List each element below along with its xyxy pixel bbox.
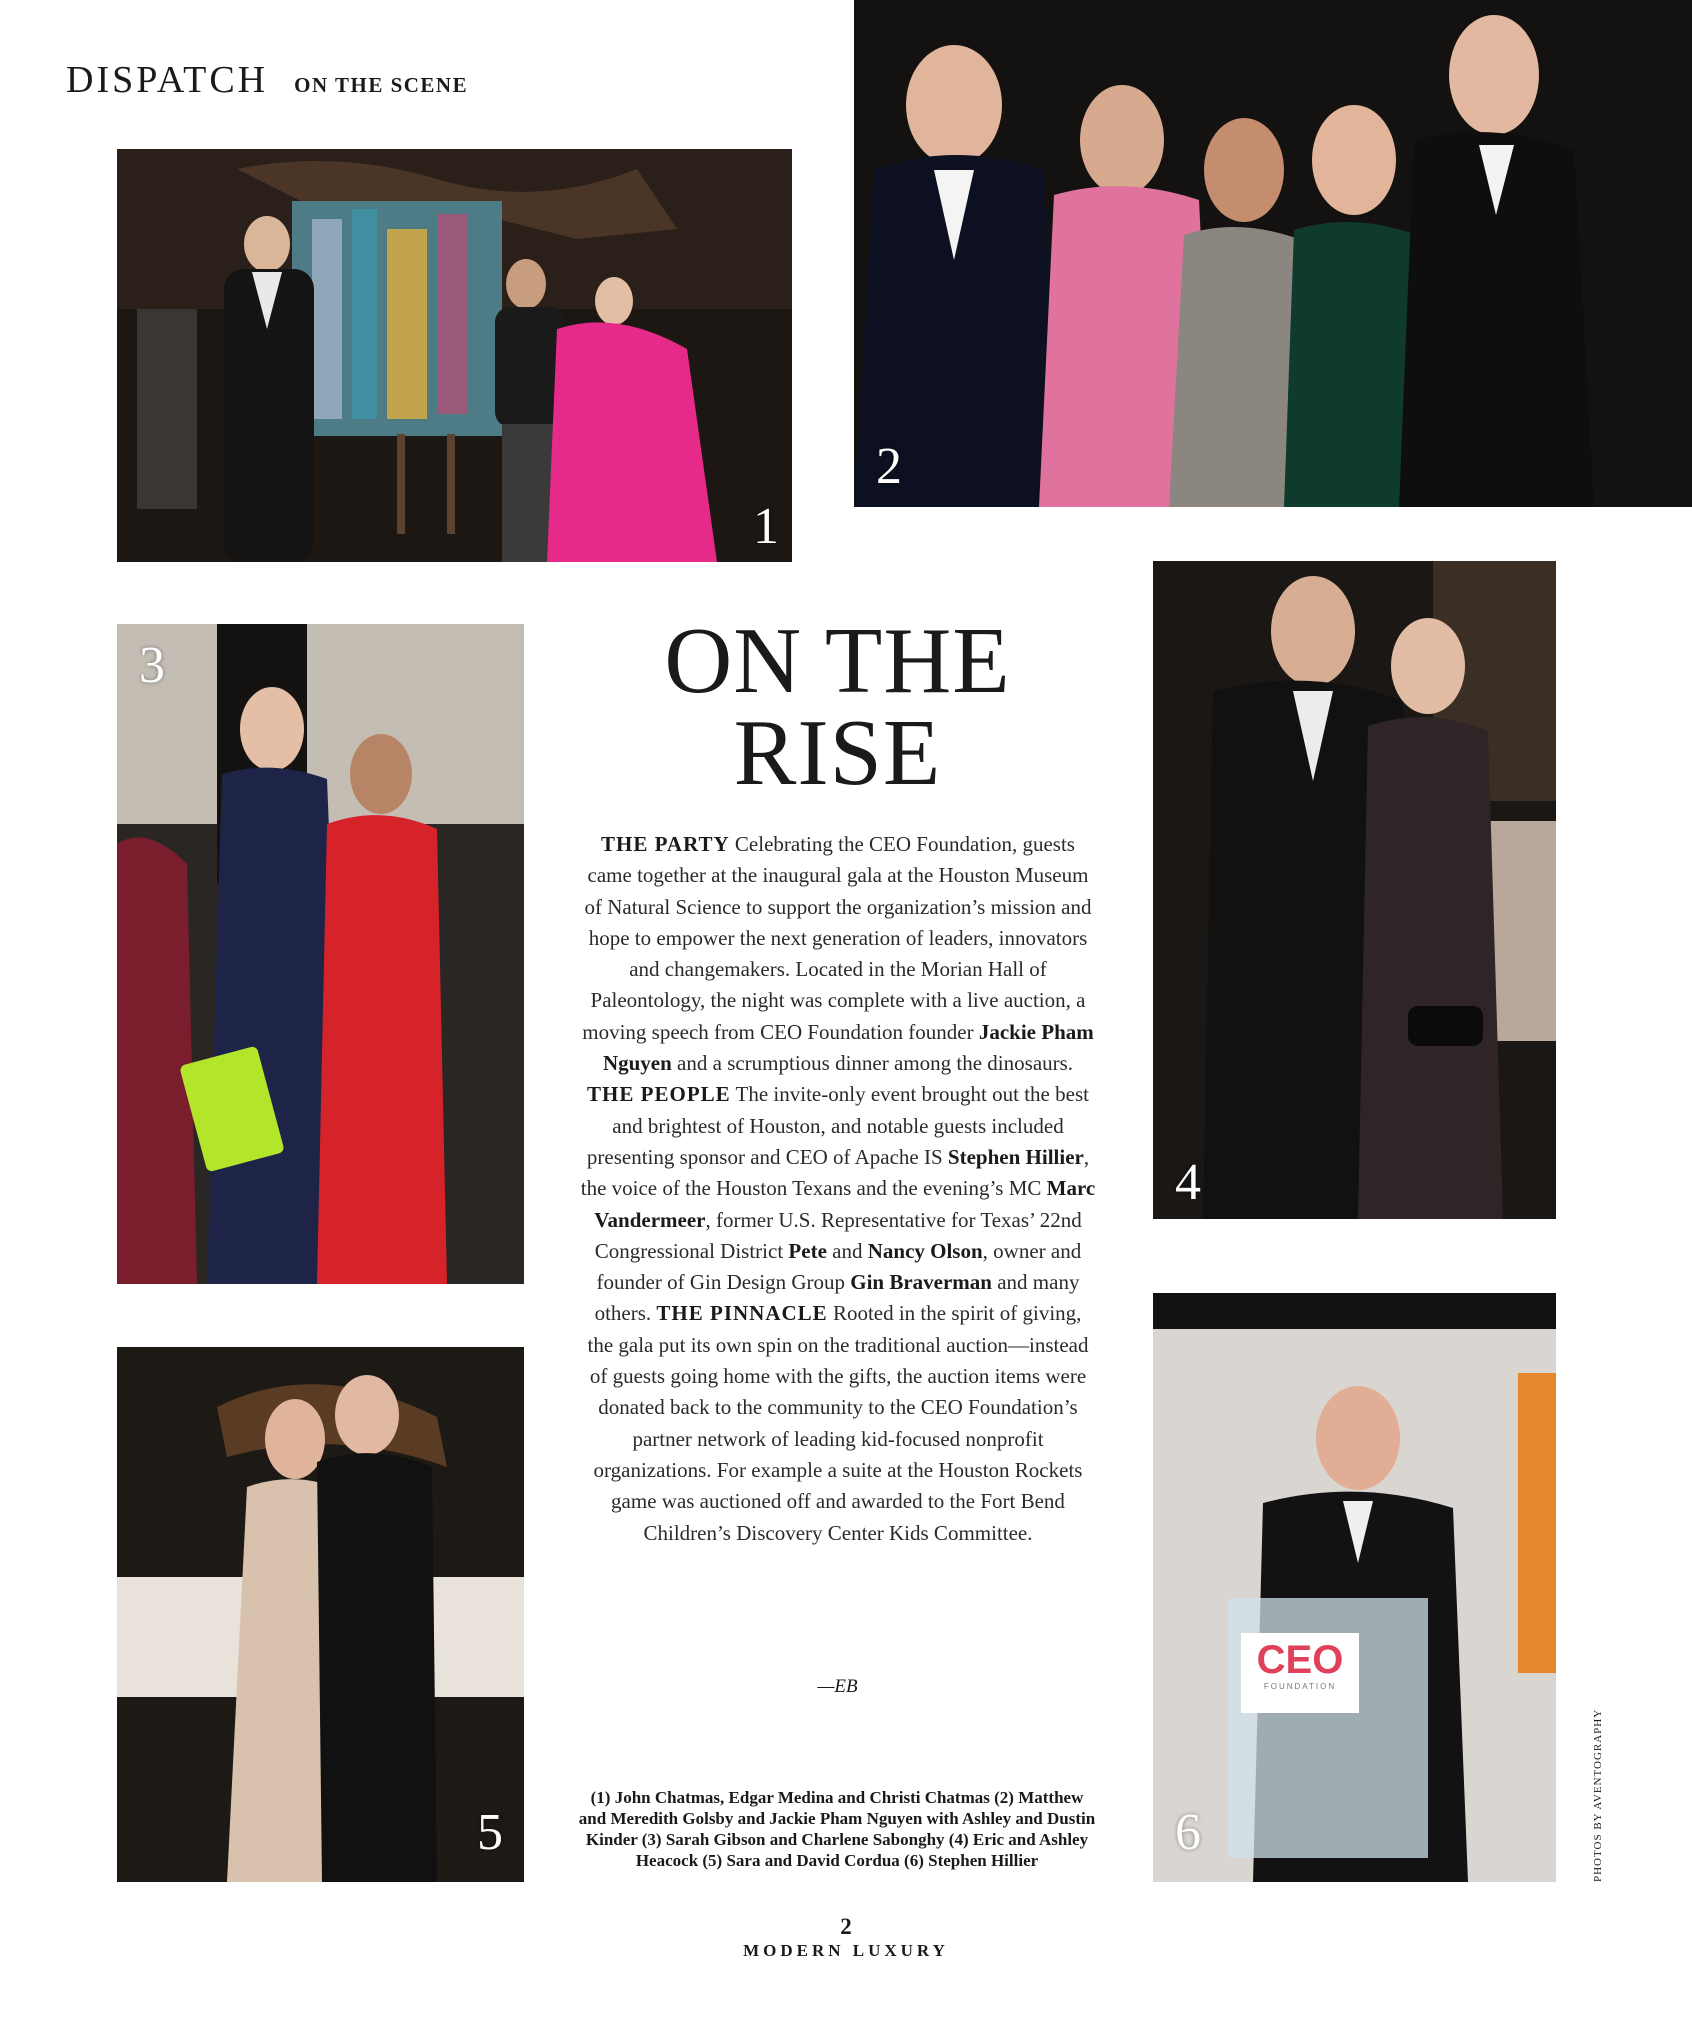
photo-number: 5 [477, 1804, 503, 1861]
author-signature: —EB [817, 1676, 858, 1697]
photo-number: 4 [1175, 1154, 1201, 1211]
photo-number: 2 [876, 438, 902, 495]
photo-3 [117, 624, 524, 1284]
body-text-segment: , former U.S. Representative for Texas’ 22nd Congressional District [594, 1207, 1082, 1263]
photo-number: 6 [1175, 1804, 1201, 1861]
body-text-segment: Rooted in the spirit of giving, the gala put its own spin on the traditional auction—instead of guests going home with the gifts, the auction items were donated back to the community to the CEO Foundation’s partner network of leading kid-focused nonprofit organizations. For example a suite at the Houston Rockets game was auctioned off and awarded to the Fort Bend Children’s Discovery Center Kids Committee. [587, 1301, 1089, 1545]
photo-6 [1153, 1293, 1556, 1882]
page-number: 2 [840, 1914, 852, 1939]
headline-line-2: RISE [733, 701, 942, 805]
body-text-segment: Celebrating the CEO Foundation, guests came together at the inaugural gala at the Houston Museum of Natural Science to support the organization’s mission and hope to empower the next generation of leaders, innovators and changemakers. Located in the Morian Hall of Paleontology, the night was complete with a live auction, a moving speech from CEO Foundation founder [582, 832, 1092, 1044]
body-text-segment: , the voice of the Houston Texans and the evening’s MC [580, 1144, 1090, 1201]
section-subtitle: ON THE SCENE [294, 73, 469, 97]
section-title: DISPATCH [66, 59, 269, 101]
logo-subtext: FOUNDATION [1263, 1682, 1337, 1691]
person-name: Stephen Hillier [947, 1144, 1084, 1169]
page-footer [700, 1913, 992, 1961]
article-body [580, 829, 1096, 1549]
article-headline [560, 609, 1115, 805]
photo-5 [117, 1347, 524, 1882]
ceo-foundation-logo [1243, 1638, 1357, 1691]
photo-credit: PHOTOS BY AVENTOGRAPHY [1592, 1708, 1604, 1882]
person-name: Pete [788, 1238, 827, 1263]
photo-4 [1153, 561, 1556, 1219]
logo-text: CEO [1256, 1638, 1344, 1682]
photo-number: 3 [139, 637, 165, 694]
body-text-segment: The invite-only event brought out the best and brightest of Houston, and notable guests included presenting sponsor and CEO of Apache IS [586, 1082, 1089, 1169]
person-name: Jackie Pham Nguyen [602, 1019, 1094, 1076]
label-the-party: THE PARTY [601, 832, 730, 856]
body-text-segment: and a scrumptious dinner among the dinosaurs. [677, 1051, 1074, 1076]
label-the-pinnacle: THE PINNACLE [656, 1301, 828, 1326]
person-name: Gin Braverman [850, 1270, 992, 1295]
label-the-people: THE PEOPLE [587, 1082, 731, 1107]
body-text-segment: , owner and founder of Gin Design Group [596, 1238, 1082, 1295]
photo-number: 1 [753, 498, 779, 555]
body-text-segment: and many others. [594, 1270, 1080, 1326]
magazine-brand: MODERN LUXURY [743, 1941, 949, 1960]
photo-1 [117, 149, 792, 562]
page-header [66, 58, 468, 102]
photo-2 [854, 0, 1692, 507]
headline-line-1: ON THE [664, 609, 1011, 713]
person-name: Marc Vandermeer [594, 1176, 1096, 1232]
person-name: Nancy Olson [867, 1238, 983, 1263]
body-text-segment: and [832, 1238, 863, 1263]
photo-caption: (1) John Chatmas, Edgar Medina and Christi Chatmas (2) Matthew and Meredith Golsby and Jackie Pham Nguyen with Ashley and Dustin Kinder (3) Sarah Gibson and Charlene Sabonghy (4) Eric and Ashley Heacock (5) Sara and David Cordua (6) Stephen Hillier [578, 1788, 1096, 1870]
